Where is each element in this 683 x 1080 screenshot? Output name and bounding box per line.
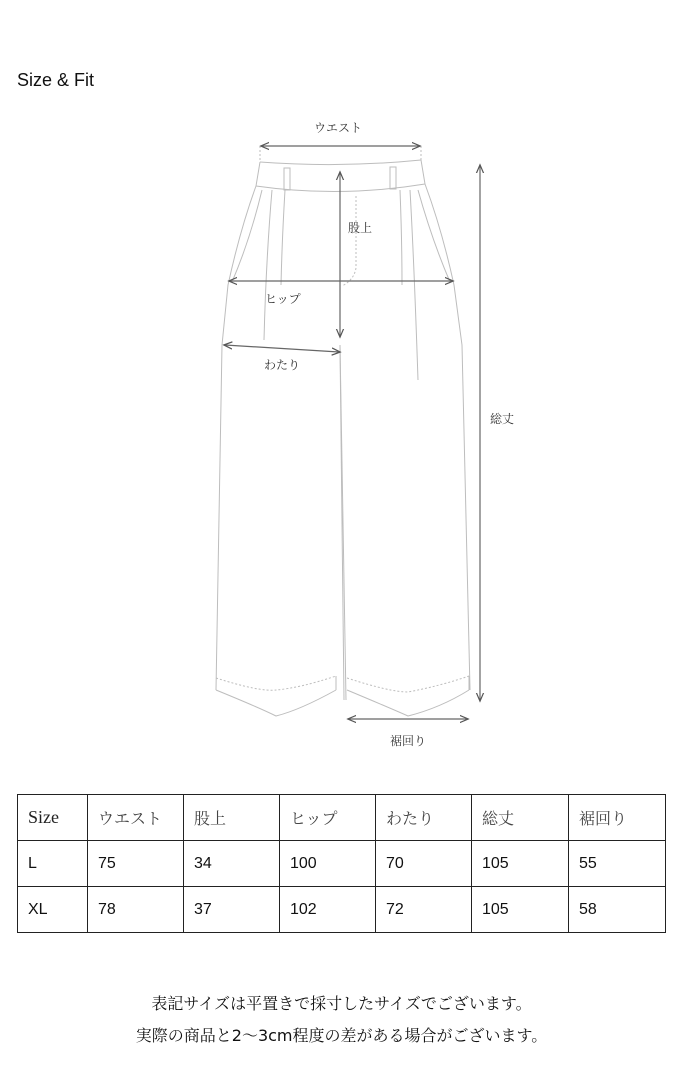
cell-hip: 100 bbox=[280, 841, 376, 887]
length-label: 総丈 bbox=[490, 412, 515, 426]
cell-waist: 78 bbox=[88, 887, 184, 933]
header-hip: ヒップ bbox=[280, 795, 376, 841]
waist-label: ウエスト bbox=[314, 121, 363, 135]
hem-label: 裾回り bbox=[390, 734, 427, 748]
note-line-1: 表記サイズは平置きで採寸したサイズでございます。 bbox=[151, 994, 532, 1013]
cell-waist: 75 bbox=[88, 841, 184, 887]
cell-size: L bbox=[18, 841, 88, 887]
cell-rise: 34 bbox=[184, 841, 280, 887]
thigh-label: わたり bbox=[264, 358, 301, 372]
cell-thigh: 70 bbox=[376, 841, 472, 887]
cell-length: 105 bbox=[472, 841, 569, 887]
size-table bbox=[17, 794, 666, 933]
header-thigh: わたり bbox=[376, 795, 472, 841]
cell-hip: 102 bbox=[280, 887, 376, 933]
cell-size: XL bbox=[18, 887, 88, 933]
header-waist: ウエスト bbox=[88, 795, 184, 841]
hip-label: ヒップ bbox=[265, 292, 301, 306]
header-length: 総丈 bbox=[472, 795, 569, 841]
cell-hem: 58 bbox=[569, 887, 666, 933]
rise-label: 股上 bbox=[348, 221, 373, 235]
cell-hem: 55 bbox=[569, 841, 666, 887]
note-line-2: 実際の商品と2〜3cm程度の差がある場合がございます。 bbox=[135, 1026, 548, 1045]
table-row bbox=[18, 841, 666, 887]
header-rise: 股上 bbox=[184, 795, 280, 841]
section-title: Size & Fit bbox=[17, 70, 95, 90]
table-row bbox=[18, 887, 666, 933]
cell-thigh: 72 bbox=[376, 887, 472, 933]
cell-rise: 37 bbox=[184, 887, 280, 933]
header-hem: 裾回り bbox=[569, 795, 666, 841]
table-header-row bbox=[18, 795, 666, 841]
header-size: Size bbox=[18, 795, 88, 841]
cell-length: 105 bbox=[472, 887, 569, 933]
